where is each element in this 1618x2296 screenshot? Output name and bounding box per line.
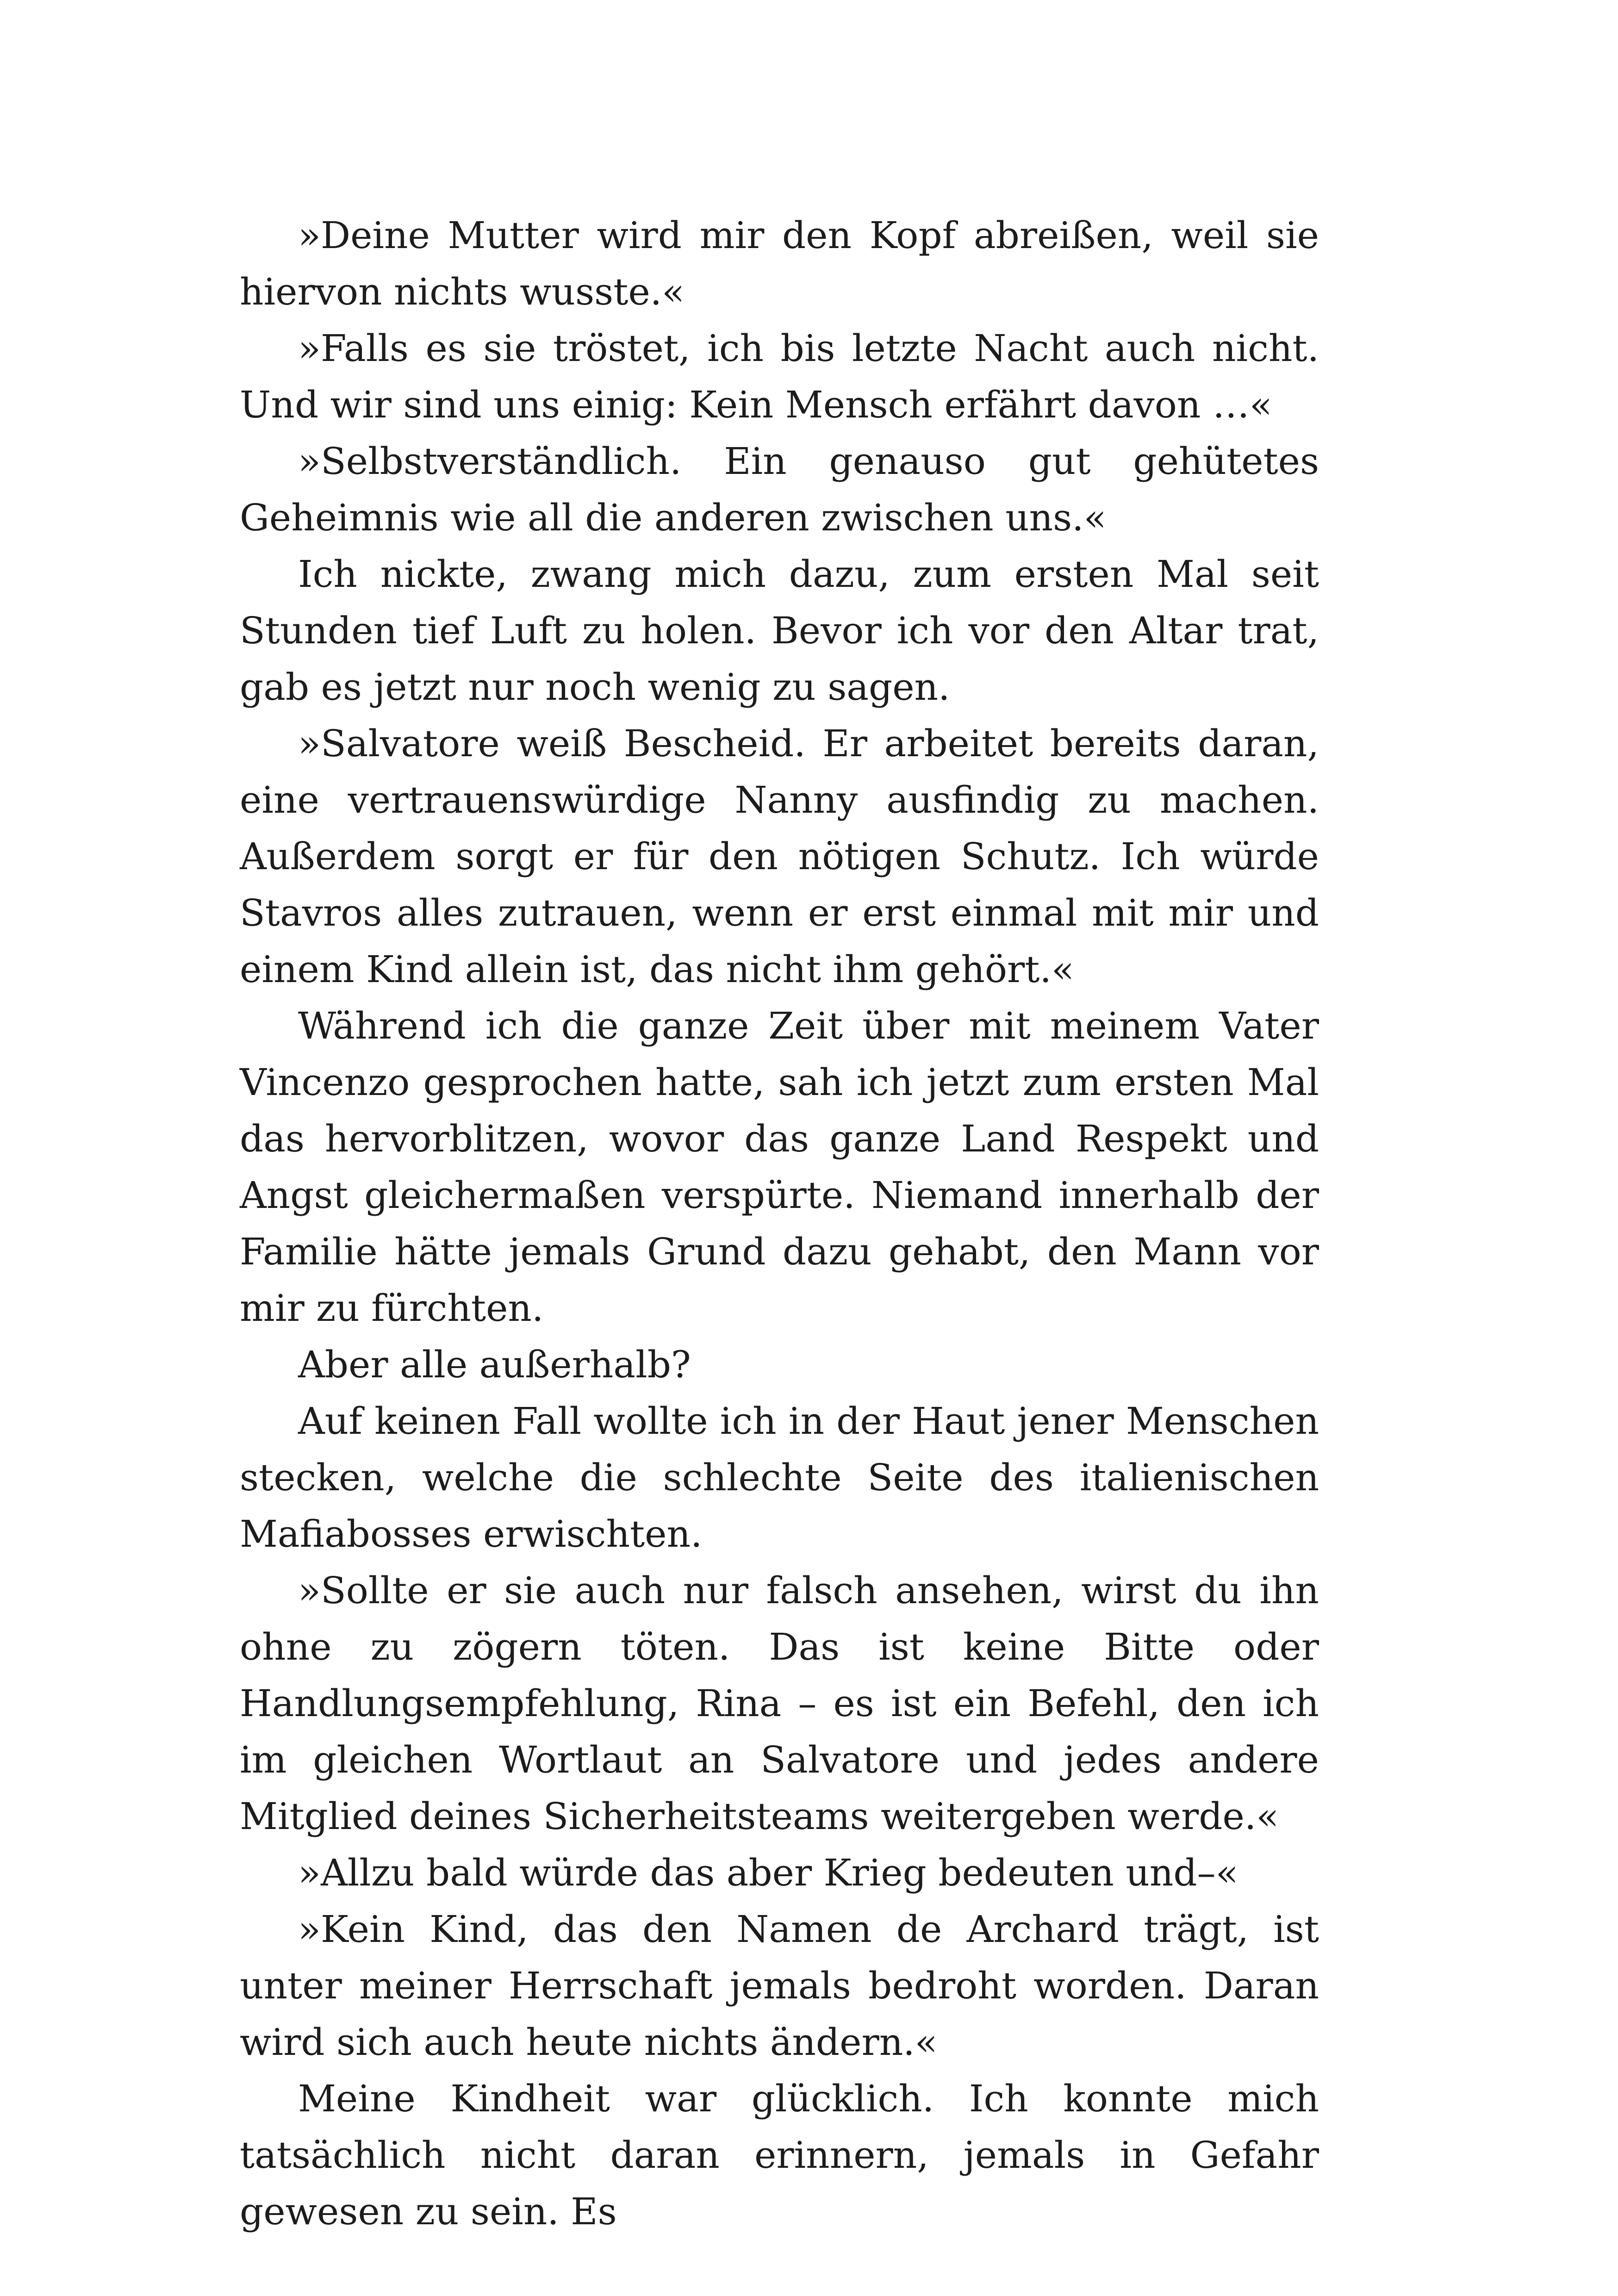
- paragraph: Während ich die ganze Zeit über mit meinem Vater Vincenzo gesprochen hatte, sah ich jetzt zum ersten Mal das hervorblitzen, wovor das ganze Land Respekt und Angst gleichermaßen verspürte. Niemand innerhalb der Familie hätte jemals Grund dazu gehabt, den Mann vor mir zu fürchten.: [240, 1004, 1319, 1330]
- paragraph: Auf keinen Fall wollte ich in der Haut jener Menschen stecken, welche die schlechte Seite des italienischen Mafiabosses erwischten.: [240, 1400, 1319, 1556]
- paragraph: »Selbstverständlich. Ein genauso gut gehütetes Geheimnis wie all die anderen zwischen uns.«: [240, 440, 1319, 539]
- paragraph: »Kein Kind, das den Namen de Archard trägt, ist unter meiner Herrschaft jemals bedroht worden. Daran wird sich auch heute nichts ändern.«: [240, 1908, 1319, 2064]
- paragraph: »Falls es sie tröstet, ich bis letzte Nacht auch nicht. Und wir sind uns einig: Kein Mensch erfährt davon …«: [240, 327, 1319, 426]
- paragraph: Ich nickte, zwang mich dazu, zum ersten Mal seit Stunden tief Luft zu holen. Bevor ich vor den Altar trat, gab es jetzt nur noch wenig zu sagen.: [240, 553, 1319, 709]
- paragraph: »Sollte er sie auch nur falsch ansehen, wirst du ihn ohne zu zögern töten. Das ist keine Bitte oder Handlungsempfehlung, Rina – es ist ein Befehl, den ich im gleichen Wortlaut an Salvatore und jedes andere Mitglied deines Sicherheitsteams weitergeben werde.«: [240, 1569, 1319, 1838]
- paragraph: »Salvatore weiß Bescheid. Er arbeitet bereits daran, eine vertrauenswürdige Nanny ausfindig zu machen. Außerdem sorgt er für den nötigen Schutz. Ich würde Stavros alles zutrauen, wenn er erst einmal mit mir und einem Kind allein ist, das nicht ihm gehört.«: [240, 722, 1319, 991]
- paragraph: »Allzu bald würde das aber Krieg bedeuten und–«: [298, 1851, 1238, 1894]
- body-text: [240, 207, 1319, 2240]
- paragraph: Meine Kindheit war glücklich. Ich konnte mich tatsächlich nicht daran erinnern, jemals in Gefahr gewesen zu sein. Es: [240, 2077, 1319, 2233]
- paragraph: »Deine Mutter wird mir den Kopf abreißen, weil sie hiervon nichts wusste.«: [240, 214, 1319, 313]
- paragraph: Aber alle außerhalb?: [298, 1343, 691, 1386]
